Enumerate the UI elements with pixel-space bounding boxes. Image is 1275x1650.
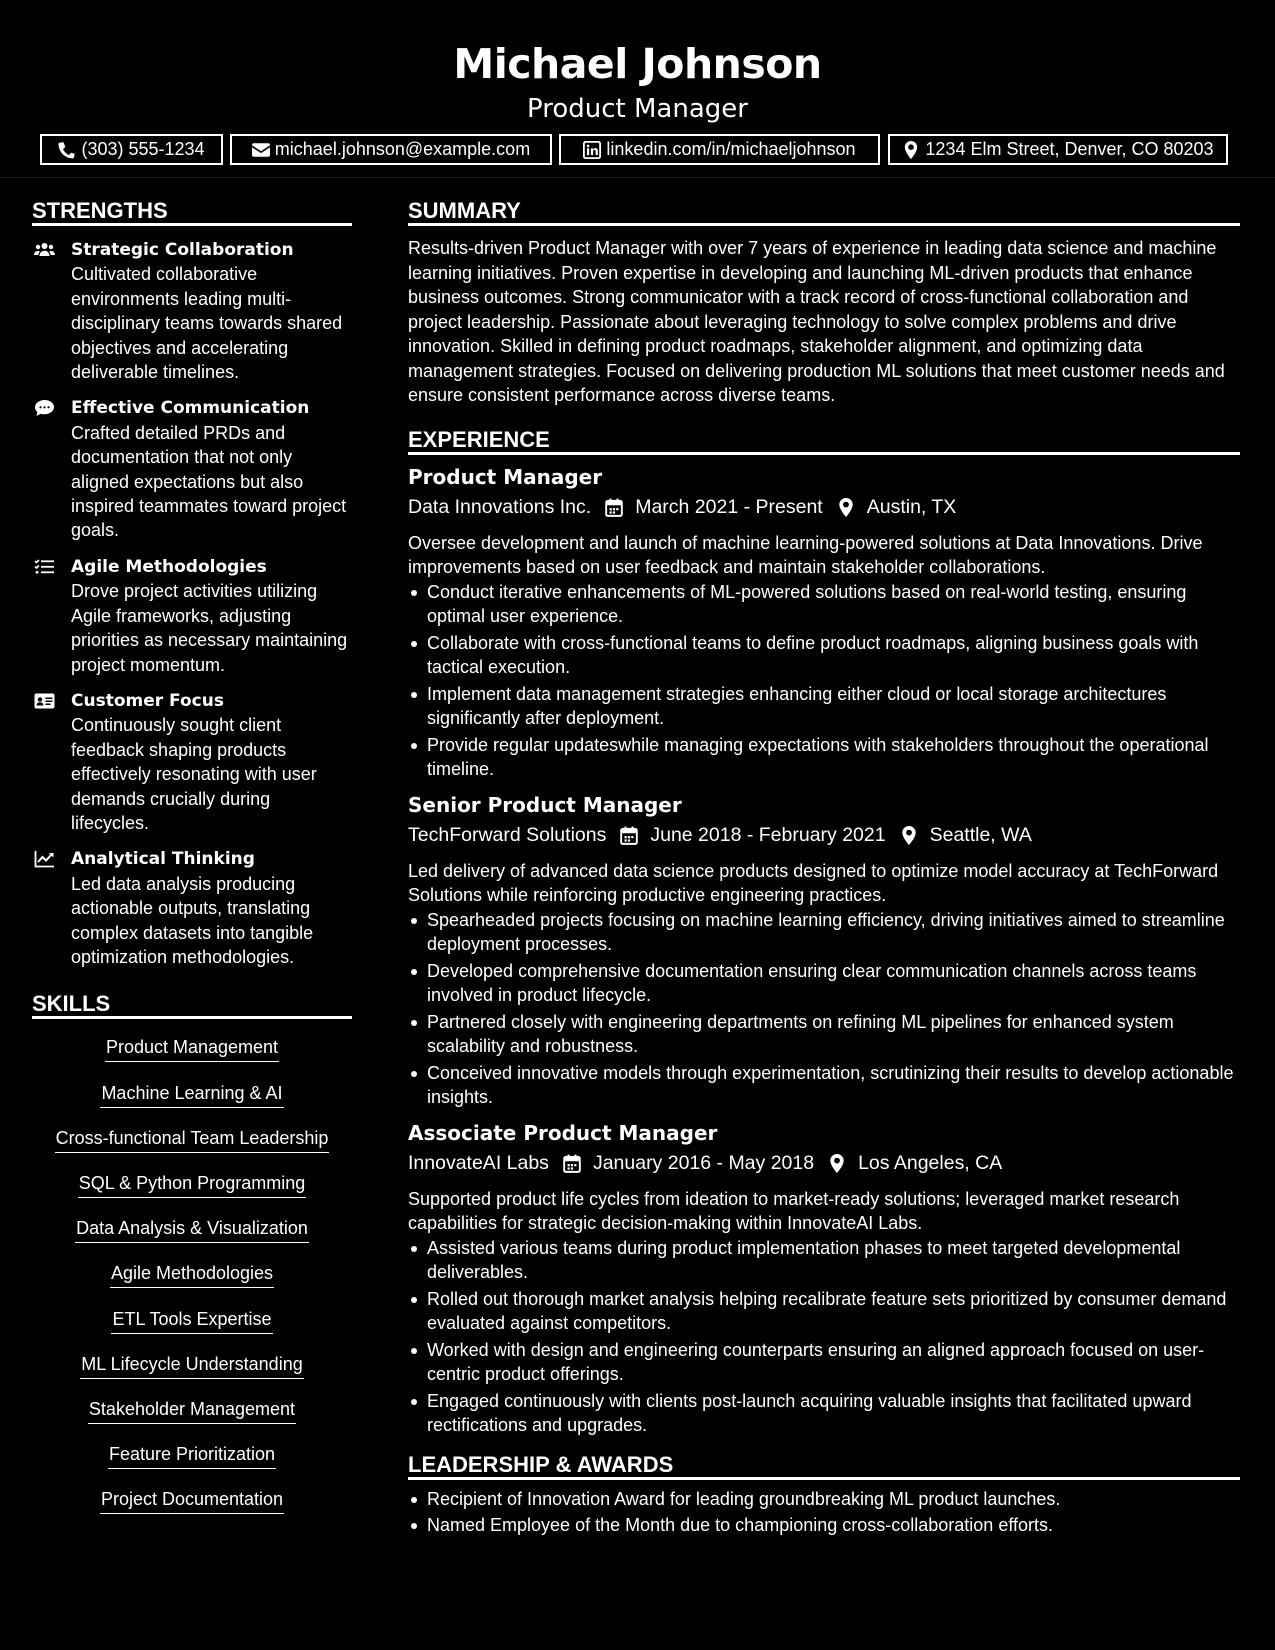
contact-linkedin-text: linkedin.com/in/michaeljohnson bbox=[606, 139, 856, 159]
skill-item: Stakeholder Management bbox=[32, 1394, 352, 1439]
job-bullets bbox=[408, 580, 1240, 782]
contact-address-text: 1234 Elm Street, Denver, CO 80203 bbox=[925, 139, 1214, 159]
contact-email[interactable] bbox=[230, 134, 552, 165]
experience-heading: EXPERIENCE bbox=[408, 425, 1240, 455]
skill-item: Agile Methodologies bbox=[32, 1258, 352, 1303]
map-marker-icon bbox=[900, 826, 918, 845]
summary-heading: SUMMARY bbox=[408, 196, 1240, 226]
job-location: Seattle, WA bbox=[929, 823, 1032, 846]
calendar-icon bbox=[605, 498, 623, 517]
job-dates: June 2018 - February 2021 bbox=[650, 823, 886, 846]
job-bullet: Collaborate with cross-functional teams to define product roadmaps, aligning business goals with tactical execution. bbox=[408, 631, 1240, 680]
job-bullet: Assisted various teams during product implementation phases to meet targeted developmental deliverables. bbox=[408, 1236, 1240, 1285]
skill-item: Project Documentation bbox=[32, 1484, 352, 1529]
job-bullet: Partnered closely with engineering departments on refining ML pipelines for enhanced system scalability and robustness. bbox=[408, 1010, 1240, 1059]
job-bullet: Engaged continuously with clients post-launch acquiring valuable insights that facilitated upward rectifications and upgrades. bbox=[408, 1389, 1240, 1438]
candidate-title: Product Manager bbox=[527, 94, 748, 124]
tasks-icon bbox=[34, 558, 55, 576]
strength-title: Strategic Collaboration bbox=[71, 240, 294, 260]
strength-text: Crafted detailed PRDs and documentation that not only aligned expectations but also inspired teammates toward project goals. bbox=[71, 422, 347, 541]
strength-title: Customer Focus bbox=[71, 690, 224, 711]
strengths-heading: STRENGTHS bbox=[32, 196, 352, 226]
contact-phone[interactable] bbox=[40, 134, 223, 165]
phone-icon bbox=[58, 141, 76, 159]
skill-item: ML Lifecycle Understanding bbox=[32, 1349, 352, 1394]
skill-item: Machine Learning & AI bbox=[32, 1078, 352, 1123]
job-title: Associate Product Manager bbox=[408, 1120, 718, 1145]
job-company: InnovateAI Labs bbox=[408, 1151, 549, 1174]
job-dates: March 2021 - Present bbox=[635, 495, 823, 518]
contact-phone-text: (303) 555-1234 bbox=[81, 139, 205, 159]
strength-text: Continuously sought client feedback shaping products effectively resonating with user demands crucially during lifecycles. bbox=[71, 715, 317, 833]
calendar-icon bbox=[563, 1154, 581, 1173]
strength-title: Agile Methodologies bbox=[71, 556, 267, 577]
job-bullet: Rolled out thorough market analysis helping recalibrate feature sets prioritized by consumer demand evaluated against competitors. bbox=[408, 1287, 1240, 1336]
job-title: Senior Product Manager bbox=[408, 792, 682, 817]
skill-item: Data Analysis & Visualization bbox=[32, 1213, 352, 1258]
job-location: Austin, TX bbox=[866, 495, 957, 518]
summary-text: Results-driven Product Manager with over 7 years of experience in leading data science and machine learning initiatives. Proven expertise in developing and launching ML-driven products that enhance business outcomes. Strong communicator with a track record of cross-functional collaboration and project leadership. Passionate about leveraging technology to solve complex problems and drive innovation. Skilled in defining product roadmaps, stakeholder alignment, and optimizing data management strategies. Focused on delivering production ML solutions that meet customer needs and ensure consistent performance across diverse teams. bbox=[408, 238, 1225, 405]
skills-heading: SKILLS bbox=[32, 989, 352, 1019]
contact-address[interactable] bbox=[888, 134, 1228, 165]
job-bullets bbox=[408, 908, 1240, 1110]
skill-item: Feature Prioritization bbox=[32, 1439, 352, 1484]
strength-text: Cultivated collaborative environments leading multi-disciplinary teams towards shared objectives and accelerating deliverable timelines. bbox=[71, 264, 343, 383]
job-bullet: Worked with design and engineering counterparts ensuring an aligned approach focused on user-centric product offerings. bbox=[408, 1338, 1240, 1387]
strength-item bbox=[32, 689, 352, 835]
envelope-icon bbox=[252, 141, 270, 159]
map-marker-icon bbox=[828, 1154, 846, 1173]
job-bullet: Developed comprehensive documentation ensuring clear communication channels across teams involved in product lifecycle. bbox=[408, 959, 1240, 1008]
strength-item bbox=[32, 847, 352, 969]
skill-item: SQL & Python Programming bbox=[32, 1168, 352, 1213]
job-entry bbox=[408, 790, 1240, 1110]
job-bullet: Conceived innovative models through experimentation, scrutinizing their results to develop actionable insights. bbox=[408, 1061, 1240, 1110]
job-company: TechForward Solutions bbox=[408, 823, 607, 846]
contact-linkedin[interactable] bbox=[559, 134, 880, 165]
comment-icon bbox=[34, 399, 55, 417]
resume-header bbox=[0, 0, 1275, 178]
linkedin-icon bbox=[583, 141, 601, 159]
job-bullets bbox=[408, 1236, 1240, 1438]
strength-title: Effective Communication bbox=[71, 398, 310, 419]
strength-title: Analytical Thinking bbox=[71, 849, 255, 870]
contact-email-text: michael.johnson@example.com bbox=[274, 139, 531, 159]
main-content bbox=[408, 196, 1240, 1540]
award-item: Recipient of Innovation Award for leading groundbreaking ML product launches. bbox=[408, 1487, 1240, 1512]
job-meta bbox=[408, 1148, 1240, 1179]
job-bullet: Provide regular updateswhile managing expectations with stakeholders throughout the operational timeline. bbox=[408, 733, 1240, 782]
map-marker-icon bbox=[837, 498, 855, 517]
skill-item: ETL Tools Expertise bbox=[32, 1304, 352, 1349]
sidebar bbox=[32, 196, 352, 1529]
id-card-icon bbox=[34, 692, 55, 710]
job-meta bbox=[408, 820, 1240, 851]
strength-text: Drove project activities utilizing Agile frameworks, adjusting priorities as necessary maintaining project momentum. bbox=[71, 581, 348, 675]
job-title: Product Manager bbox=[408, 464, 603, 489]
job-bullet: Conduct iterative enhancements of ML-powered solutions based on real-world testing, ensuring optimal user experience. bbox=[408, 580, 1240, 629]
job-location: Los Angeles, CA bbox=[858, 1151, 1003, 1174]
job-bullet: Implement data management strategies enhancing either cloud or local storage architectures significantly after deployment. bbox=[408, 682, 1240, 731]
users-icon bbox=[34, 241, 55, 259]
award-item: Named Employee of the Month due to championing cross-collaboration efforts. bbox=[408, 1513, 1240, 1538]
map-marker-icon bbox=[902, 141, 920, 159]
job-description: Supported product life cycles from ideation to market-ready solutions; leveraged market research capabilities for strategic decision-making within InnovateAI Labs. bbox=[408, 1188, 1180, 1233]
job-entry bbox=[408, 462, 1240, 782]
strength-item bbox=[32, 396, 352, 542]
strength-item bbox=[32, 238, 352, 384]
awards-list bbox=[408, 1487, 1240, 1538]
calendar-icon bbox=[620, 826, 638, 845]
job-company: Data Innovations Inc. bbox=[408, 495, 592, 518]
strength-item bbox=[32, 555, 352, 677]
job-bullet: Spearheaded projects focusing on machine learning efficiency, driving initiatives aimed to streamline deployment processes. bbox=[408, 908, 1240, 957]
job-dates: January 2016 - May 2018 bbox=[592, 1151, 815, 1174]
candidate-name: Michael Johnson bbox=[453, 40, 822, 88]
job-meta bbox=[408, 492, 1240, 523]
job-entry bbox=[408, 1118, 1240, 1438]
job-description: Led delivery of advanced data science products designed to optimize model accuracy at TechForward Solutions while reinforcing productive engineering practices. bbox=[408, 860, 1219, 905]
skill-item: Product Management bbox=[32, 1032, 352, 1077]
awards-heading: LEADERSHIP & AWARDS bbox=[408, 1450, 1240, 1480]
line-chart-icon bbox=[34, 850, 55, 868]
skill-item: Cross-functional Team Leadership bbox=[32, 1123, 352, 1168]
skills-list bbox=[32, 1032, 352, 1529]
job-description: Oversee development and launch of machine learning-powered solutions at Data Innovations. Drive improvements based on user feedback and maintain stakeholder collaborations. bbox=[408, 532, 1203, 577]
strength-text: Led data analysis producing actionable outputs, translating complex datasets into tangible optimization methodologies. bbox=[71, 873, 314, 967]
